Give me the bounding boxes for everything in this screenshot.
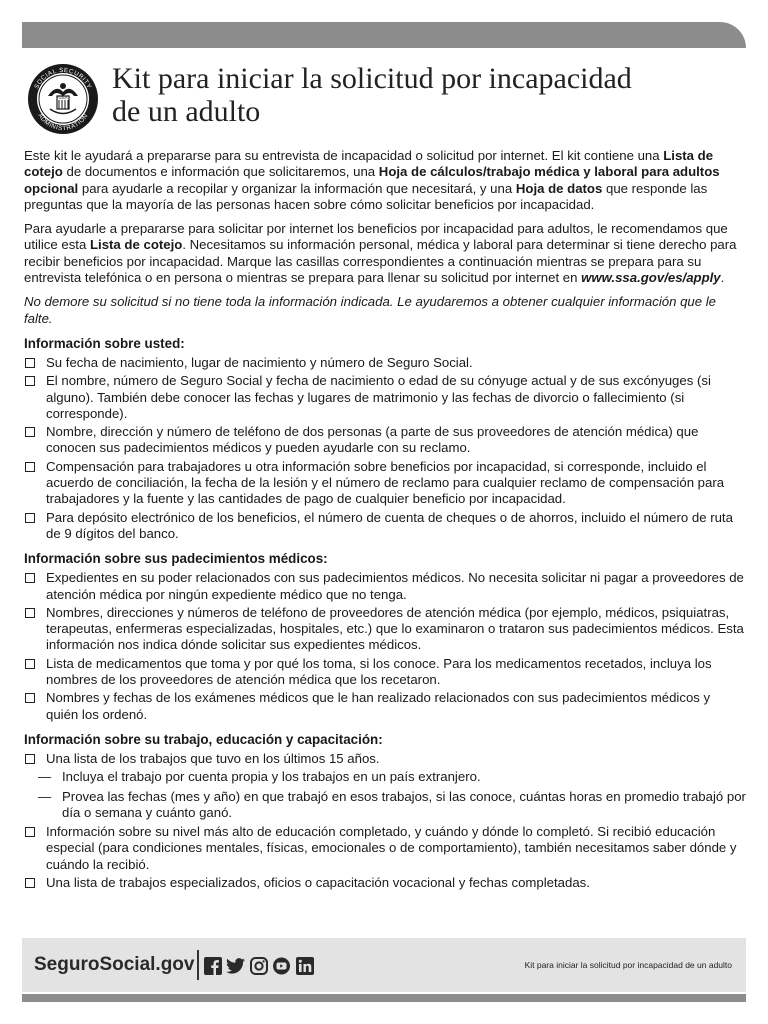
checklist-item — [24, 751, 746, 767]
instagram-icon[interactable] — [249, 956, 268, 975]
checklist-work-rest — [24, 824, 746, 891]
checklist-item-text: Lista de medicamentos que toma y por qué los toma, si los conoce. Para los medicamentos recetados, incluya los nombres de los proveedores de atención médica que los recetaron. — [46, 655, 712, 688]
checklist-item — [24, 605, 746, 654]
checklist-item-text: Nombres, direcciones y números de teléfono de proveedores de atención médica (por ejemplo, médicos, psiquiatras, terapeutas, enfermeras especializadas, hospitales, etc.) que lo examinaron o trataron sus padecimientos médicos. Esta información nos indica dónde solicitar sus expedientes médicos. — [46, 604, 744, 653]
checklist-item — [24, 824, 746, 873]
checkbox[interactable] — [25, 693, 35, 703]
checklist-item-text: Una lista de los trabajos que tuvo en los últimos 15 años. — [46, 750, 380, 766]
top-banner-bar — [22, 22, 746, 48]
sub-item-text: Provea las fechas (mes y año) en que trabajó en esos trabajos, si las conoce, cuántas horas en promedio trabajó por día o semana y cuánto ganó. — [62, 788, 746, 820]
text-run: de documentos e información que solicitaremos, una — [62, 164, 379, 180]
bold-term: Lista de cotejo — [89, 237, 183, 253]
sub-item — [24, 789, 746, 822]
checkbox[interactable] — [25, 573, 35, 583]
sub-item-text: Incluya el trabajo por cuenta propia y los trabajos en un país extranjero. — [62, 769, 481, 785]
checkbox[interactable] — [25, 376, 35, 386]
bold-term: Hoja de cálculos/trabajo médica y laboral para adultos opcional — [24, 164, 720, 196]
section-heading-about-you: Información sobre usted: — [24, 335, 185, 351]
checklist-item-text: Para depósito electrónico de los beneficios, el número de cuenta de cheques o de ahorros, incluido el número de ruta de 9 dígitos del banco. — [46, 509, 733, 541]
page-title-line1: Kit para iniciar la solicitud por incapacidad — [112, 62, 632, 95]
checkbox[interactable] — [25, 462, 35, 472]
intro-paragraph-2 — [24, 221, 746, 286]
svg-text:SOCIAL SECURITY: SOCIAL SECURITY — [33, 66, 93, 91]
checklist-item — [24, 424, 746, 457]
dash-marker: — — [38, 788, 52, 804]
text-run: que responde las preguntas que la mayoría de las personas hacen sobre cómo solicitar beneficios por incapacidad. — [24, 180, 708, 212]
checkbox[interactable] — [25, 608, 35, 618]
text-run: . — [720, 270, 725, 286]
text-run: Para ayudarle a prepararse para solicitar por internet los beneficios por incapacidad para adultos, le recomendamos que utilice esta — [24, 221, 728, 253]
checklist-item — [24, 570, 746, 603]
checklist-item — [24, 459, 746, 508]
text-run: . Necesitamos su información personal, médica y laboral para determinar si tiene derecho para recibir beneficios por incapacidad. Marque las casillas correspondientes a continuación mientras se prepara para su entrevista telefónica o en persona o mientras se prepara para llenar su solicitud por internet en — [24, 237, 737, 286]
checklist-item-text: Compensación para trabajadores u otra información sobre beneficios por incapacidad, si corresponde, incluido el acuerdo de conciliación, la fecha de la lesión y el número de reclamo para cualquier reclamo de compensación para trabajadores y la fuente y las cantidades de pago de cualquier beneficio por incapacidad. — [46, 458, 725, 507]
checklist-item-text: El nombre, número de Seguro Social y fecha de nacimiento o edad de su cónyuge actual y de sus excónyuges (si alguno). También debe conocer las fechas y lugares de matrimonio y las fechas de divorcio o fallecimiento (si corresponde). — [46, 373, 711, 421]
svg-text:ADMINISTRATION: ADMINISTRATION — [36, 112, 90, 133]
checklist-item-text: Información sobre su nivel más alto de educación completado, y cuándo y dónde lo completó. Si recibió educación especial (para condiciones mentales, físicas, emocionales o de comportamiento), también necesitamos saber dónde y cuándo la recibió. — [46, 824, 737, 872]
checkbox[interactable] — [25, 878, 35, 888]
document-body — [24, 148, 746, 893]
checkbox[interactable] — [25, 427, 35, 437]
footer-document-title: Kit para iniciar la solicitud por incapacidad de un adulto — [524, 960, 732, 970]
svg-text:USA: USA — [58, 95, 68, 100]
social-icons — [203, 956, 314, 975]
checklist-item — [24, 355, 746, 371]
intro-paragraph-1 — [24, 148, 746, 213]
footer-brand-link[interactable]: SeguroSocial.gov — [34, 954, 195, 975]
checkbox[interactable] — [25, 513, 35, 523]
checklist-about-you — [24, 355, 746, 542]
bottom-bar — [22, 994, 746, 1002]
dash-marker: — — [38, 769, 52, 785]
checklist-item — [24, 875, 746, 891]
footer-bar — [22, 938, 746, 992]
checklist-item-text: Una lista de trabajos especializados, oficios o capacitación vocacional y fechas completadas. — [46, 874, 590, 890]
sub-item — [24, 769, 746, 785]
checklist-item — [24, 373, 746, 422]
checklist-item — [24, 656, 746, 689]
bold-term: Lista de cotejo — [24, 148, 714, 180]
checkbox[interactable] — [25, 754, 35, 764]
apply-url-link[interactable]: www.ssa.gov/es/apply — [581, 270, 721, 286]
page-title — [112, 62, 752, 128]
checkbox[interactable] — [25, 827, 35, 837]
youtube-icon[interactable] — [272, 956, 291, 975]
linkedin-icon[interactable] — [295, 956, 314, 975]
bold-term: Hoja de datos — [515, 180, 603, 196]
footer-divider — [197, 950, 199, 980]
checkbox[interactable] — [25, 358, 35, 368]
checklist-item-text: Expedientes en su poder relacionados con sus padecimientos médicos. No necesita solicitar ni pagar a proveedores de atención médica por ningún expediente médico que no tenga. — [46, 570, 744, 602]
page-title-line2: de un adulto — [112, 95, 261, 128]
checklist-item-text: Nombres y fechas de los exámenes médicos que le han realizado relacionados con sus padecimientos médicos y quién los ordenó. — [46, 690, 711, 722]
checklist-work — [24, 751, 746, 767]
checklist-item-text: Su fecha de nacimiento, lugar de nacimiento y número de Seguro Social. — [46, 354, 473, 370]
text-run: Este kit le ayudará a prepararse para su entrevista de incapacidad o solicitud por internet. El kit contiene una — [24, 148, 664, 163]
twitter-icon[interactable] — [226, 956, 245, 975]
intro-paragraph-3: No demore su solicitud si no tiene toda la información indicada. Le ayudaremos a obtener cualquier información que le falte. — [24, 294, 717, 326]
section-heading-work: Información sobre su trabajo, educación y capacitación: — [24, 731, 383, 747]
facebook-icon[interactable] — [203, 956, 222, 975]
section-heading-medical: Información sobre sus padecimientos médicos: — [24, 551, 328, 567]
ssa-seal-logo — [26, 62, 100, 136]
checklist-item — [24, 690, 746, 723]
checkbox[interactable] — [25, 659, 35, 669]
checklist-medical — [24, 570, 746, 723]
checklist-item — [24, 510, 746, 543]
checklist-item-text: Nombre, dirección y número de teléfono de dos personas (a parte de sus proveedores de atención médica) que conocen sus padecimientos médicos y pueden ayudarle con su reclamo. — [46, 424, 699, 456]
text-run: para ayudarle a recopilar y organizar la información que necesitará, y una — [78, 180, 516, 196]
